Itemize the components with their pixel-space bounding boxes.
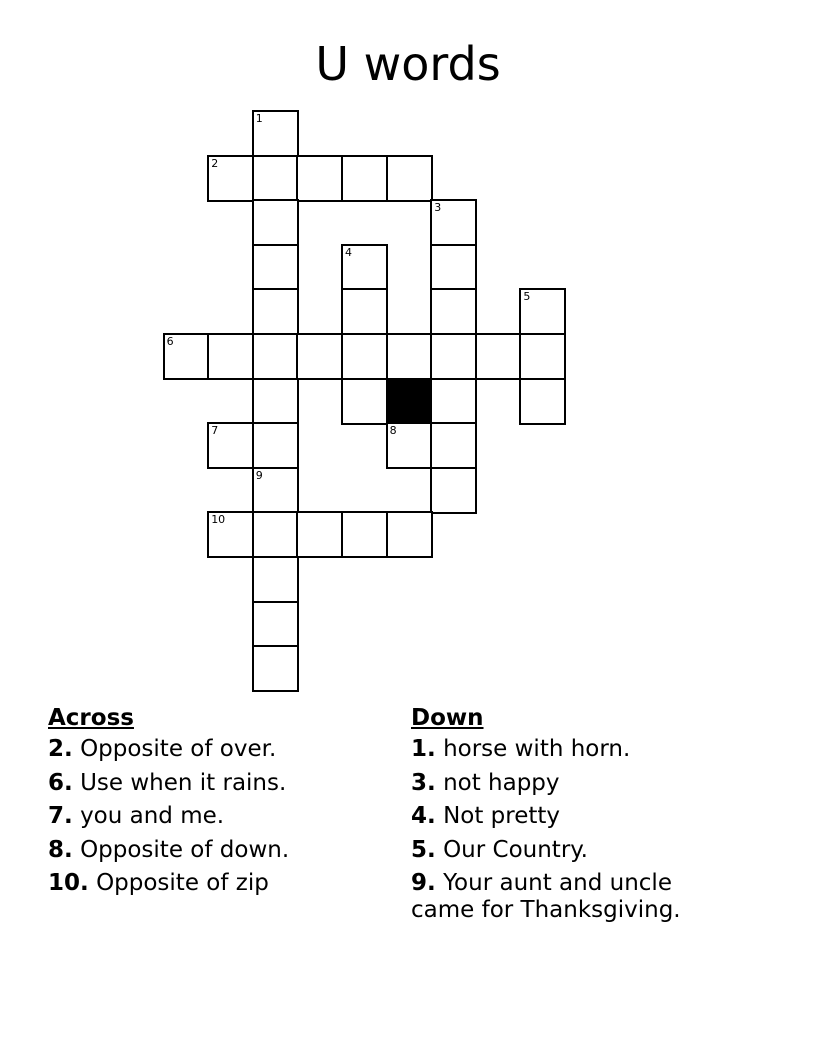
cell-number: 6 — [166, 335, 174, 348]
grid-cell[interactable] — [430, 244, 477, 291]
grid-cell[interactable] — [252, 601, 299, 648]
grid-cell[interactable] — [252, 333, 299, 380]
across-clue-8 — [48, 834, 388, 868]
clue-text: you and me. — [80, 803, 225, 829]
grid-cell[interactable] — [341, 244, 388, 291]
grid-cell[interactable] — [296, 155, 343, 202]
clue-text: Your aunt and uncle came for Thanksgiving. — [411, 870, 681, 923]
clue-number: 4. — [411, 803, 436, 829]
grid-cell[interactable] — [430, 467, 477, 514]
grid-cell[interactable] — [386, 511, 433, 558]
grid-cell[interactable] — [252, 110, 299, 157]
grid-cell[interactable] — [163, 333, 210, 380]
clue-text: horse with horn. — [443, 736, 631, 762]
down-clue-3 — [411, 767, 741, 801]
across-heading: Across — [48, 705, 134, 731]
down-clue-9 — [411, 867, 741, 924]
clue-number: 9. — [411, 870, 436, 896]
cell-number: 5 — [523, 290, 531, 304]
clue-text: Opposite of zip — [96, 870, 269, 896]
down-clues — [411, 703, 741, 924]
cell-number: 3 — [434, 201, 442, 215]
clue-number: 6. — [48, 769, 73, 796]
grid-cell[interactable] — [341, 288, 388, 335]
grid-cell[interactable] — [430, 422, 477, 469]
across-clue-2 — [48, 733, 388, 767]
cell-number: 2 — [211, 156, 219, 170]
grid-cell[interactable] — [252, 645, 299, 692]
clue-number: 10. — [48, 870, 89, 896]
grid-cell[interactable] — [430, 378, 477, 425]
grid-cell[interactable] — [341, 155, 388, 202]
grid-cell[interactable] — [519, 378, 566, 425]
grid-cell[interactable] — [341, 333, 388, 380]
grid-cell[interactable] — [252, 244, 299, 291]
grid-cell[interactable] — [252, 199, 299, 246]
cell-number: 8 — [389, 424, 397, 438]
across-clue-10 — [48, 867, 388, 901]
clue-number: 3. — [411, 769, 436, 796]
grid-cell[interactable] — [475, 333, 522, 380]
cell-number: 10 — [211, 513, 226, 527]
cell-number: 9 — [255, 468, 263, 482]
clue-number: 2. — [48, 736, 73, 762]
grid-cell[interactable] — [252, 288, 299, 335]
clue-text: Use when it rains. — [80, 769, 287, 796]
down-clue-5 — [411, 834, 741, 868]
grid-cell[interactable] — [430, 333, 477, 380]
grid-cell[interactable] — [252, 155, 299, 202]
grid-cell[interactable] — [519, 333, 566, 380]
grid-cell[interactable] — [386, 422, 433, 469]
grid-cell[interactable] — [252, 556, 299, 603]
grid-cell[interactable] — [386, 333, 433, 380]
black-cell — [386, 378, 433, 425]
grid-cell[interactable] — [430, 199, 477, 246]
grid-cell[interactable] — [207, 155, 254, 202]
across-clue-6 — [48, 767, 388, 801]
cell-number: 1 — [255, 112, 263, 125]
grid-cell[interactable] — [386, 155, 433, 202]
across-clue-7 — [48, 800, 388, 834]
clue-text: Our Country. — [443, 836, 588, 863]
grid-cell[interactable] — [207, 333, 254, 380]
grid-cell[interactable] — [252, 422, 299, 469]
down-clue-1 — [411, 733, 741, 767]
clue-text: Opposite of down. — [80, 836, 290, 863]
grid-cell[interactable] — [207, 422, 254, 469]
cell-number: 7 — [211, 424, 219, 438]
page-title: U words — [315, 37, 501, 91]
grid-cell[interactable] — [296, 511, 343, 558]
grid-cell[interactable] — [207, 511, 254, 558]
clue-number: 5. — [411, 836, 436, 863]
cell-number: 4 — [345, 245, 352, 259]
clue-number: 8. — [48, 836, 73, 863]
down-heading: Down — [411, 705, 484, 731]
across-clues — [48, 703, 388, 901]
down-clue-4 — [411, 800, 741, 834]
clue-text: not happy — [443, 769, 560, 796]
grid-cell[interactable] — [519, 288, 566, 335]
clue-text: Not pretty — [443, 803, 561, 829]
grid-cell[interactable] — [430, 288, 477, 335]
grid-cell[interactable] — [252, 467, 299, 514]
grid-cell[interactable] — [341, 511, 388, 558]
clue-number: 1. — [411, 736, 436, 762]
grid-cell[interactable] — [296, 333, 343, 380]
clue-text: Opposite of over. — [80, 736, 277, 762]
grid-cell[interactable] — [252, 511, 299, 558]
grid-cell[interactable] — [252, 378, 299, 425]
clue-number: 7. — [48, 803, 73, 829]
grid-cell[interactable] — [341, 378, 388, 425]
